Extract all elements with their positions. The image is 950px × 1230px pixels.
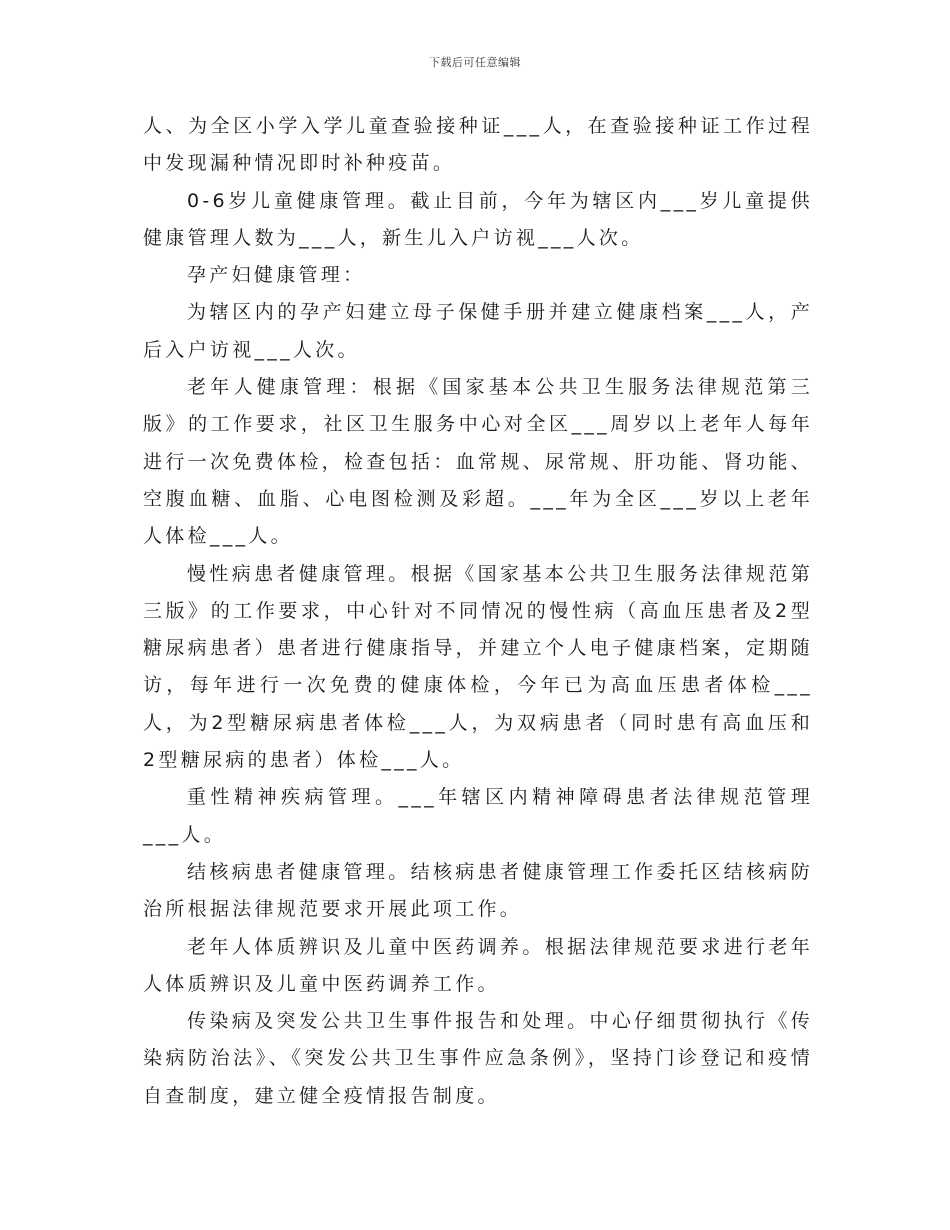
paragraph-tcm-care: 老年人体质辨识及儿童中医药调养。根据法律规范要求进行老年人体质辨识及儿童中医药调养工作。	[143, 935, 813, 995]
paragraph-elderly-health: 老年人健康管理：根据《国家基本公共卫生服务法律规范第三版》的工作要求，社区卫生服务中心对全区___周岁以上老年人每年进行一次免费体检，检查包括：血常规、尿常规、肝功能、肾功能、空腹血糖、血脂、心电图检测及彩超。___年为全区___岁以上老年人体检___人。	[143, 376, 813, 548]
paragraph-infectious-disease: 传染病及突发公共卫生事件报告和处理。中心仔细贯彻执行《传染病防治法》、《突发公共卫生事件应急条例》，坚持门诊登记和疫情自查制度，建立健全疫情报告制度。	[143, 1010, 813, 1107]
paragraph-vaccination-check: 人、为全区小学入学儿童查验接种证___人，在查验接种证工作过程中发现漏种情况即时补种疫苗。	[143, 115, 813, 175]
paragraph-chronic-disease: 慢性病患者健康管理。根据《国家基本公共卫生服务法律规范第三版》的工作要求，中心针对不同情况的慢性病（高血压患者及2型糖尿病患者）患者进行健康指导，并建立个人电子健康档案，定期随访，每年进行一次免费的健康体检，今年已为高血压患者体检___人，为2型糖尿病患者体检___人，为双病患者（同时患有高血压和2型糖尿病的患者）体检___人。	[143, 562, 813, 772]
paragraph-maternal-health: 为辖区内的孕产妇建立母子保健手册并建立健康档案___人，产后入户访视___人次。	[143, 301, 813, 361]
paragraph-mental-illness: 重性精神疾病管理。___年辖区内精神障碍患者法律规范管理___人。	[143, 786, 813, 846]
paragraph-tuberculosis: 结核病患者健康管理。结核病患者健康管理工作委托区结核病防治所根据法律规范要求开展此项工作。	[143, 860, 813, 921]
paragraph-child-health: 0-6岁儿童健康管理。截止目前，今年为辖区内___岁儿童提供健康管理人数为___人，新生儿入户访视___人次。	[143, 189, 813, 249]
paragraph-maternal-heading: 孕产妇健康管理：	[187, 264, 366, 287]
document-body	[143, 108, 813, 1115]
header-note: 下载后可任意编辑	[429, 56, 521, 69]
